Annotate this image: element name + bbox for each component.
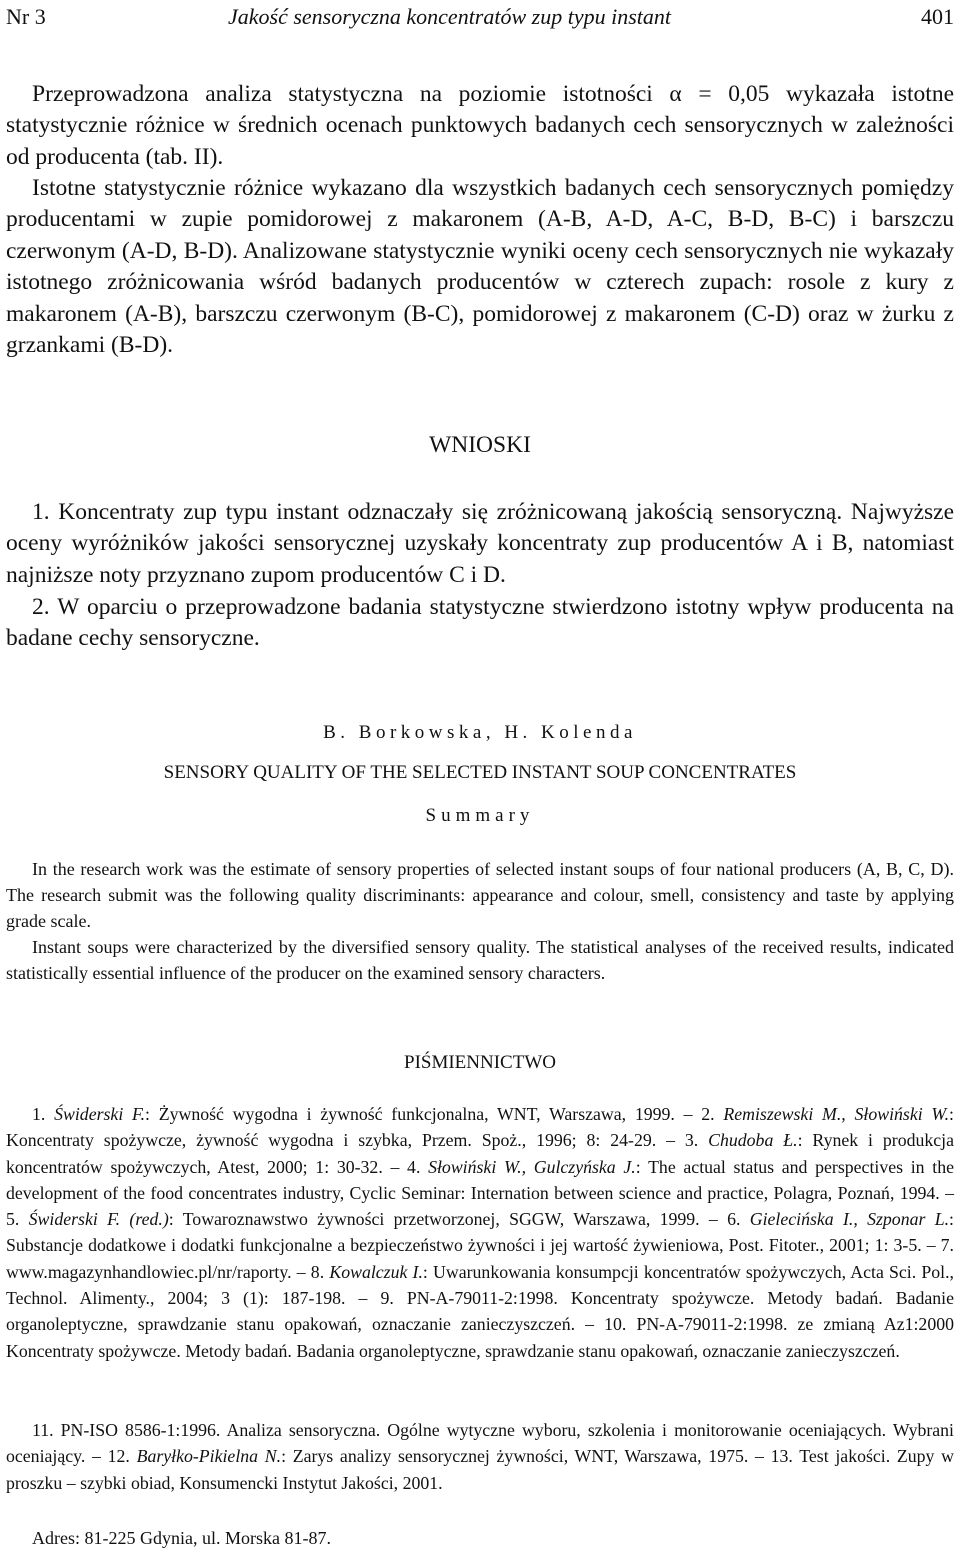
ref-text: : Zarys analizy sensorycznej żywności, WNT, Warszawa, 1975. – 13. Test jakości. Zupy w proszku – szybki obiad, Konsumencki Instytut Jakości, 2001. <box>6 1446 954 1493</box>
ref-text: : Koncentraty spożywcze, żywność wygodna i szybka, Przem. Spoż., 1996; 8: 24-29. – 3. <box>6 1104 954 1151</box>
ref-prefix-1: 1. <box>32 1104 55 1124</box>
journal-issue: Nr 3 <box>6 4 46 29</box>
references-heading: PIŚMIENNICTWO <box>404 1052 556 1073</box>
body-paragraph-1: Przeprowadzona analiza statystyczna na poziomie istotności α = 0,05 wykazała istotne statystycznie różnice w średnich ocenach punktowych badanych cech sensorycznych w zależności od producenta (tab. II). <box>6 81 954 170</box>
ref-author: Chudoba Ł. <box>708 1130 798 1151</box>
summary-paragraph-2: Instant soups were characterized by the diversified sensory quality. The statistical analyses of the received results, indicated statistically essential influence of the producer on the examined sensory characters. <box>6 937 954 984</box>
page-number: 401 <box>921 4 954 29</box>
conclusion-item-2: 2. W oparciu o przeprowadzone badania statystyczne stwierdzono istotny wpływ producenta na badane cechy sensoryczne. <box>6 594 954 652</box>
ref-author: Świderski F. <box>54 1104 146 1124</box>
ref-text: : Uwarunkowania konsumpcji koncentratów spożywczych, Acta Sci. Pol., Technol. Alimenty., 2004; 3 (1): 187-198. – 9. PN-A-79011-2:1998. Koncentraty spożywcze. Metody badań. Badanie organoleptyczne, sprawdzanie stanu opakowań, oznaczanie zanieczyszczeń. – 10. PN-A-79011-2:1998. ze zmianą Az1:2000 Koncentraty spożywcze. Metody badań. Badania organoleptyczne, sprawdzanie stanu opakowań, oznaczanie zanieczyszczeń. <box>6 1261 954 1361</box>
summary-authors: B. Borkowska, H. Kolenda <box>323 722 637 743</box>
running-title: Jakość sensoryczna koncentratów zup typu instant <box>228 4 671 29</box>
ref-author: Słowiński W., Gulczyńska J. <box>428 1156 636 1177</box>
ref-text: : Towaroznawstwo żywności przetworzonej, SGGW, Warszawa, 1999. – 6. <box>168 1209 750 1230</box>
summary-paragraph-1: In the research work was the estimate of sensory properties of selected instant soups of four national producers (A, B, C, D). The research submit was the following quality discriminants: appearance and colour, smell, consistency and taste by applying grade scale. <box>6 859 954 932</box>
conclusion-item-1: 1. Koncentraty zup typu instant odznaczały się zróżnicowaną jakością sensoryczną. Najwyższe oceny wyróżników jakości sensorycznej uzyskały koncentraty zup producentów A i B, natomiast najniższe noty przyznano zupom producentów C i D. <box>6 499 954 588</box>
ref-author: Remiszewski M., Słowiński W. <box>723 1104 950 1124</box>
references-list-continued <box>6 1417 954 1496</box>
ref-text: : Rynek i produkcja koncentratów spożywczych, Atest, 2000; 1: 30-32. – 4. <box>6 1130 954 1177</box>
ref-text: : The actual status and perspectives in the development of the food concentrates industry, Cyclic Seminar: Internation between science and practice, Polagra, Poznań, 1994. – 5. <box>6 1156 954 1230</box>
ref-author: Baryłko-Pikielna N. <box>136 1446 282 1467</box>
references-list <box>6 1101 954 1364</box>
ref-text: : Żywność wygodna i żywność funkcjonalna, WNT, Warszawa, 1999. – 2. <box>145 1104 724 1124</box>
author-address: Adres: 81-225 Gdynia, ul. Morska 81-87. <box>32 1528 331 1548</box>
summary-title: SENSORY QUALITY OF THE SELECTED INSTANT SOUP CONCENTRATES <box>163 762 797 783</box>
ref-author: Kowalczuk I. <box>329 1261 423 1282</box>
ref-author: Świderski F. (red.) <box>28 1209 169 1230</box>
ref-author: Gielecińska I., Szponar L. <box>749 1209 950 1230</box>
summary-heading: Summary <box>425 805 535 826</box>
body-paragraph-2: Istotne statystycznie różnice wykazano dla wszystkich badanych cech sensorycznych pomiędzy producentami w zupie pomidorowej z makaronem (A-B, A-D, A-C, B-D, B-C) i barszczu czerwonym (A-D, B-D). Analizowane statystycznie wyniki oceny cech sensorycznych nie wykazały istotnego zróżnicowania wśród badanych producentów w czterech zupach: rosole z kury z makaronem (A-B), barszczu czerwonym (B-C), pomidorowej z makaronem (C-D) oraz w żurku z grzankami (B-D). <box>6 175 954 359</box>
conclusions-heading: WNIOSKI <box>429 432 531 458</box>
ref-text: : Substancje dodatkowe i dodatki funkcjonalne a bezpieczeństwo żywności i jej wartość żywieniowa, Post. Fitoter., 2001; 1: 3-5. – 7. www.magazynhandlowiec.pl/nr/raporty. – 8. <box>6 1209 954 1282</box>
ref-text: 11. PN-ISO 8586-1:1996. Analiza sensoryczna. Ogólne wytyczne wyboru, szkolenia i monitorowanie oceniających. Wybrani oceniający. – 12. <box>6 1420 954 1467</box>
running-header <box>6 2 954 32</box>
